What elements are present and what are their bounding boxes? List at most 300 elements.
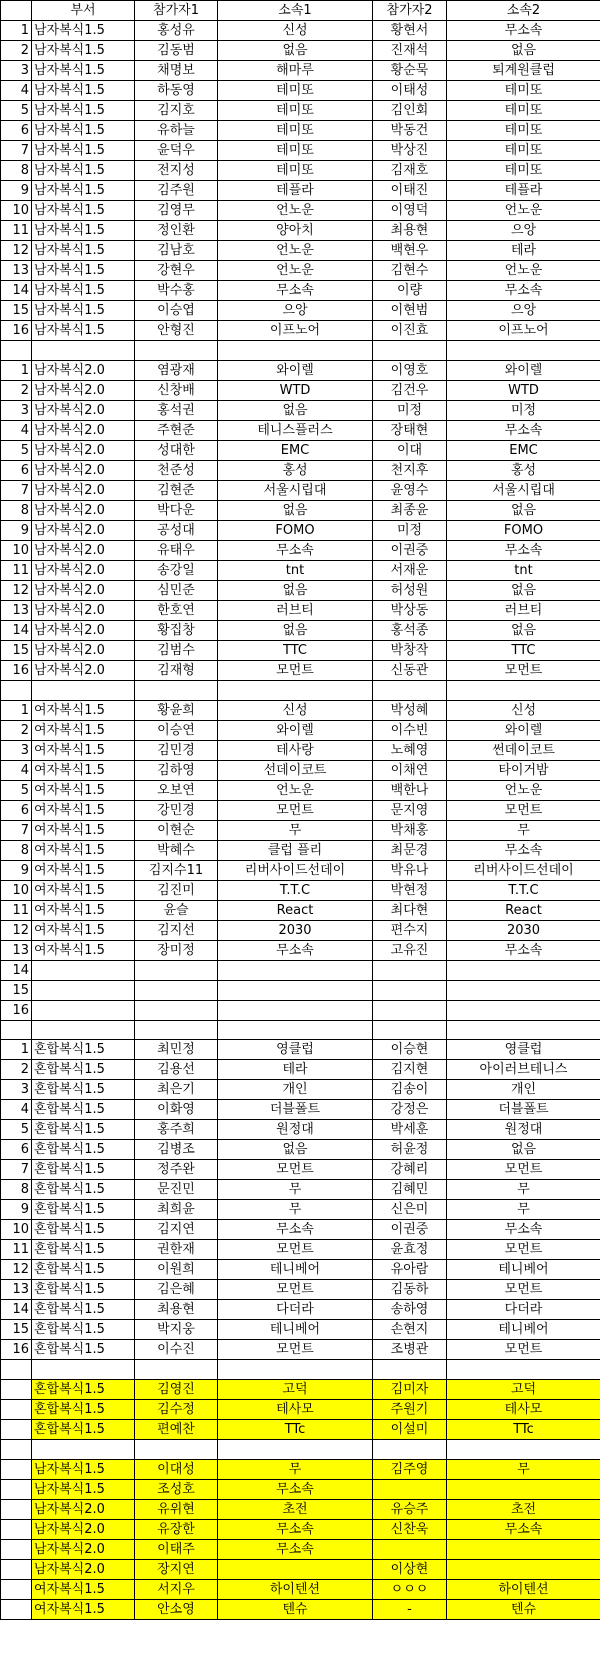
cell-club1[interactable]: 언노운 xyxy=(218,261,373,281)
cell-club2[interactable]: 테라 xyxy=(447,241,600,261)
cell-player1[interactable]: 유위현 xyxy=(135,1500,218,1520)
cell-index[interactable]: 8 xyxy=(1,500,32,520)
cell-player1[interactable]: 천준성 xyxy=(135,460,218,480)
cell-player1[interactable] xyxy=(135,1360,218,1380)
cell-index[interactable]: 4 xyxy=(1,81,32,101)
cell-index[interactable]: 1 xyxy=(1,360,32,380)
cell-player2[interactable]: 강혜리 xyxy=(373,1160,447,1180)
cell-division[interactable]: 남자복식2.0 xyxy=(32,420,135,440)
cell-club2[interactable]: 무소속 xyxy=(447,540,600,560)
cell-club1[interactable]: 모먼트 xyxy=(218,1280,373,1300)
cell-player1[interactable]: 박지웅 xyxy=(135,1320,218,1340)
cell-division[interactable]: 혼합복식1.5 xyxy=(32,1040,135,1060)
cell-player1[interactable]: 최은기 xyxy=(135,1080,218,1100)
cell-club2[interactable]: 테미또 xyxy=(447,81,600,101)
cell-club1[interactable]: 더블폴트 xyxy=(218,1100,373,1120)
cell-index[interactable]: 2 xyxy=(1,41,32,61)
cell-player1[interactable]: 박수홍 xyxy=(135,281,218,301)
cell-player1[interactable]: 이승엽 xyxy=(135,301,218,321)
cell-index[interactable] xyxy=(1,1580,32,1600)
cell-player2[interactable]: 박현정 xyxy=(373,880,447,900)
cell-club1[interactable]: 테사랑 xyxy=(218,740,373,760)
cell-player2[interactable]: 김송이 xyxy=(373,1080,447,1100)
cell-club2[interactable] xyxy=(447,1480,600,1500)
cell-division[interactable]: 남자복식1.5 xyxy=(32,221,135,241)
cell-player2[interactable]: 문지영 xyxy=(373,800,447,820)
cell-club1[interactable]: 언노운 xyxy=(218,780,373,800)
cell-player2[interactable]: 유아람 xyxy=(373,1260,447,1280)
cell-club2[interactable]: 테미또 xyxy=(447,161,600,181)
cell-club2[interactable]: 테미또 xyxy=(447,121,600,141)
cell-club1[interactable]: 선데이코트 xyxy=(218,760,373,780)
cell-player1[interactable]: 황집창 xyxy=(135,620,218,640)
cell-player2[interactable]: 주원기 xyxy=(373,1400,447,1420)
cell-index[interactable]: 15 xyxy=(1,640,32,660)
cell-division[interactable]: 남자복식1.5 xyxy=(32,181,135,201)
cell-club1[interactable]: 2030 xyxy=(218,920,373,940)
cell-player2[interactable]: 김건우 xyxy=(373,380,447,400)
cell-player1[interactable]: 강현우 xyxy=(135,261,218,281)
cell-player1[interactable]: 유태우 xyxy=(135,540,218,560)
cell-club1[interactable]: 테미또 xyxy=(218,101,373,121)
cell-club1[interactable]: 무소속 xyxy=(218,940,373,960)
cell-club1[interactable]: 테미또 xyxy=(218,121,373,141)
cell-club2[interactable]: 무소속 xyxy=(447,21,600,41)
cell-division[interactable]: 남자복식2.0 xyxy=(32,660,135,680)
cell-player1[interactable]: 문진민 xyxy=(135,1180,218,1200)
cell-player2[interactable]: 이수빈 xyxy=(373,720,447,740)
cell-player1[interactable]: 홍석권 xyxy=(135,400,218,420)
cell-index[interactable]: 3 xyxy=(1,740,32,760)
cell-club2[interactable]: React xyxy=(447,900,600,920)
cell-player2[interactable] xyxy=(373,1000,447,1020)
cell-division[interactable]: 여자복식1.5 xyxy=(32,820,135,840)
cell-index[interactable]: 15 xyxy=(1,301,32,321)
cell-club2[interactable]: 무소속 xyxy=(447,1520,600,1540)
cell-player1[interactable]: 김주원 xyxy=(135,181,218,201)
cell-division[interactable]: 여자복식1.5 xyxy=(32,940,135,960)
cell-player1[interactable]: 장지연 xyxy=(135,1560,218,1580)
cell-club2[interactable]: 테미또 xyxy=(447,101,600,121)
cell-club2[interactable]: 모먼트 xyxy=(447,1240,600,1260)
cell-division[interactable]: 남자복식2.0 xyxy=(32,520,135,540)
cell-index[interactable] xyxy=(1,1360,32,1380)
cell-club2[interactable]: FOMO xyxy=(447,520,600,540)
cell-club2[interactable]: 테사모 xyxy=(447,1400,600,1420)
cell-club1[interactable]: 테사모 xyxy=(218,1400,373,1420)
cell-player1[interactable] xyxy=(135,1440,218,1460)
cell-club2[interactable]: 하이텐션 xyxy=(447,1580,600,1600)
cell-club2[interactable]: TTC xyxy=(447,640,600,660)
cell-club2[interactable] xyxy=(447,960,600,980)
cell-club2[interactable] xyxy=(447,1440,600,1460)
cell-division[interactable]: 여자복식1.5 xyxy=(32,700,135,720)
cell-club1[interactable] xyxy=(218,1440,373,1460)
cell-club2[interactable]: 없음 xyxy=(447,1140,600,1160)
cell-player1[interactable]: 공성대 xyxy=(135,520,218,540)
cell-division[interactable]: 여자복식1.5 xyxy=(32,720,135,740)
cell-division[interactable]: 여자복식1.5 xyxy=(32,1580,135,1600)
cell-division[interactable]: 남자복식1.5 xyxy=(32,321,135,341)
cell-club2[interactable]: 무 xyxy=(447,1200,600,1220)
cell-club1[interactable]: 와이렐 xyxy=(218,720,373,740)
cell-index[interactable]: 9 xyxy=(1,1200,32,1220)
cell-club2[interactable]: 없음 xyxy=(447,580,600,600)
cell-player2[interactable]: 손현지 xyxy=(373,1320,447,1340)
cell-index[interactable]: 7 xyxy=(1,141,32,161)
cell-club1[interactable] xyxy=(218,341,373,361)
cell-player1[interactable]: 편예찬 xyxy=(135,1420,218,1440)
cell-player1[interactable] xyxy=(135,341,218,361)
cell-club2[interactable]: 무 xyxy=(447,1180,600,1200)
cell-index[interactable]: 14 xyxy=(1,1300,32,1320)
cell-player1[interactable]: 김동범 xyxy=(135,41,218,61)
cell-player2[interactable]: 김인회 xyxy=(373,101,447,121)
cell-player1[interactable]: 박다운 xyxy=(135,500,218,520)
cell-player1[interactable]: 김남호 xyxy=(135,241,218,261)
cell-index[interactable]: 5 xyxy=(1,1120,32,1140)
cell-club1[interactable]: 무 xyxy=(218,1180,373,1200)
cell-index[interactable]: 13 xyxy=(1,940,32,960)
cell-player2[interactable]: 박상진 xyxy=(373,141,447,161)
cell-club1[interactable]: 없음 xyxy=(218,620,373,640)
cell-player1[interactable]: 김범수 xyxy=(135,640,218,660)
cell-division[interactable]: 남자복식2.0 xyxy=(32,620,135,640)
cell-club2[interactable]: WTD xyxy=(447,380,600,400)
cell-club2[interactable]: 홍성 xyxy=(447,460,600,480)
cell-club1[interactable]: tnt xyxy=(218,560,373,580)
cell-club2[interactable]: 테플라 xyxy=(447,181,600,201)
cell-player1[interactable]: 성대한 xyxy=(135,440,218,460)
cell-player2[interactable] xyxy=(373,341,447,361)
cell-player2[interactable]: 박채홍 xyxy=(373,820,447,840)
cell-player1[interactable]: 장미정 xyxy=(135,940,218,960)
cell-division[interactable]: 여자복식1.5 xyxy=(32,1600,135,1620)
cell-player1[interactable]: 김용선 xyxy=(135,1060,218,1080)
cell-player2[interactable]: 진재석 xyxy=(373,41,447,61)
cell-index[interactable]: 16 xyxy=(1,321,32,341)
cell-club2[interactable]: 리버사이드선데이 xyxy=(447,860,600,880)
cell-division[interactable]: 혼합복식1.5 xyxy=(32,1120,135,1140)
cell-club1[interactable]: 무소속 xyxy=(218,540,373,560)
cell-player1[interactable]: 이승연 xyxy=(135,720,218,740)
cell-division[interactable]: 남자복식1.5 xyxy=(32,161,135,181)
cell-index[interactable]: 11 xyxy=(1,900,32,920)
cell-player2[interactable]: 김재호 xyxy=(373,161,447,181)
cell-index[interactable] xyxy=(1,1380,32,1400)
cell-club1[interactable]: 테플라 xyxy=(218,181,373,201)
cell-club1[interactable]: 모먼트 xyxy=(218,1340,373,1360)
cell-index[interactable]: 3 xyxy=(1,61,32,81)
cell-division[interactable]: 여자복식1.5 xyxy=(32,920,135,940)
cell-club1[interactable]: 모먼트 xyxy=(218,800,373,820)
cell-club2[interactable]: tnt xyxy=(447,560,600,580)
cell-player1[interactable] xyxy=(135,680,218,700)
cell-player1[interactable]: 최희윤 xyxy=(135,1200,218,1220)
cell-player1[interactable]: 서지우 xyxy=(135,1580,218,1600)
cell-player2[interactable]: 천지후 xyxy=(373,460,447,480)
cell-player1[interactable]: 김지선 xyxy=(135,920,218,940)
cell-player2[interactable]: 송하영 xyxy=(373,1300,447,1320)
cell-club2[interactable]: 영클럽 xyxy=(447,1040,600,1060)
cell-division[interactable]: 남자복식2.0 xyxy=(32,560,135,580)
cell-club1[interactable]: 고덕 xyxy=(218,1380,373,1400)
cell-player2[interactable]: 허윤정 xyxy=(373,1140,447,1160)
cell-club2[interactable]: 무 xyxy=(447,1460,600,1480)
cell-division[interactable]: 혼합복식1.5 xyxy=(32,1200,135,1220)
cell-player2[interactable]: 박상동 xyxy=(373,600,447,620)
cell-player1[interactable]: 조성호 xyxy=(135,1480,218,1500)
cell-club2[interactable]: 원정대 xyxy=(447,1120,600,1140)
cell-player2[interactable]: 박성혜 xyxy=(373,700,447,720)
cell-index[interactable]: 9 xyxy=(1,860,32,880)
cell-index[interactable]: 12 xyxy=(1,920,32,940)
cell-club2[interactable]: 테니베어 xyxy=(447,1260,600,1280)
cell-player2[interactable] xyxy=(373,1020,447,1040)
cell-division[interactable]: 남자복식1.5 xyxy=(32,1480,135,1500)
cell-index[interactable]: 14 xyxy=(1,620,32,640)
cell-player1[interactable]: 정인환 xyxy=(135,221,218,241)
cell-club1[interactable]: TTc xyxy=(218,1420,373,1440)
cell-player2[interactable]: 편수지 xyxy=(373,920,447,940)
header-cell-club1[interactable]: 소속1 xyxy=(218,1,373,21)
cell-player2[interactable]: 이상현 xyxy=(373,1560,447,1580)
cell-player1[interactable]: 황윤희 xyxy=(135,700,218,720)
cell-club1[interactable]: 없음 xyxy=(218,500,373,520)
cell-division[interactable]: 남자복식1.5 xyxy=(32,81,135,101)
cell-club1[interactable]: 무 xyxy=(218,1200,373,1220)
cell-player1[interactable]: 안소영 xyxy=(135,1600,218,1620)
cell-club1[interactable]: 다더라 xyxy=(218,1300,373,1320)
cell-club2[interactable] xyxy=(447,1540,600,1560)
cell-club2[interactable]: 무소속 xyxy=(447,1220,600,1240)
cell-player2[interactable]: 미정 xyxy=(373,400,447,420)
cell-player2[interactable]: 이대 xyxy=(373,440,447,460)
cell-player2[interactable]: 서재운 xyxy=(373,560,447,580)
cell-player1[interactable]: 심민준 xyxy=(135,580,218,600)
cell-player2[interactable]: 이진효 xyxy=(373,321,447,341)
cell-club1[interactable]: 홍성 xyxy=(218,460,373,480)
header-cell-club2[interactable]: 소속2 xyxy=(447,1,600,21)
cell-division[interactable]: 여자복식1.5 xyxy=(32,760,135,780)
cell-club1[interactable]: FOMO xyxy=(218,520,373,540)
cell-player1[interactable]: 김지호 xyxy=(135,101,218,121)
cell-player1[interactable]: 주현준 xyxy=(135,420,218,440)
cell-club2[interactable]: 2030 xyxy=(447,920,600,940)
cell-division[interactable] xyxy=(32,1000,135,1020)
cell-player1[interactable]: 최민정 xyxy=(135,1040,218,1060)
cell-club1[interactable]: 영클럽 xyxy=(218,1040,373,1060)
cell-player2[interactable]: 이채연 xyxy=(373,760,447,780)
cell-player2[interactable]: 이승현 xyxy=(373,1040,447,1060)
header-cell-player2[interactable]: 참가자2 xyxy=(373,1,447,21)
cell-club1[interactable]: 개인 xyxy=(218,1080,373,1100)
cell-division[interactable]: 남자복식2.0 xyxy=(32,360,135,380)
cell-player1[interactable]: 신창배 xyxy=(135,380,218,400)
cell-division[interactable]: 남자복식1.5 xyxy=(32,261,135,281)
cell-division[interactable]: 남자복식1.5 xyxy=(32,41,135,61)
cell-index[interactable]: 15 xyxy=(1,980,32,1000)
cell-player1[interactable]: 윤슬 xyxy=(135,900,218,920)
cell-division[interactable]: 남자복식1.5 xyxy=(32,281,135,301)
cell-club1[interactable]: React xyxy=(218,900,373,920)
cell-player1[interactable]: 김현준 xyxy=(135,480,218,500)
cell-index[interactable]: 3 xyxy=(1,400,32,420)
cell-club2[interactable] xyxy=(447,341,600,361)
cell-club2[interactable]: 언노운 xyxy=(447,261,600,281)
cell-division[interactable]: 혼합복식1.5 xyxy=(32,1300,135,1320)
cell-player1[interactable] xyxy=(135,1020,218,1040)
cell-player2[interactable]: 이태진 xyxy=(373,181,447,201)
cell-player2[interactable]: 박동건 xyxy=(373,121,447,141)
cell-player2[interactable]: ㅇㅇㅇ xyxy=(373,1580,447,1600)
cell-player1[interactable]: 정주완 xyxy=(135,1160,218,1180)
cell-club1[interactable]: 없음 xyxy=(218,1140,373,1160)
cell-player2[interactable]: 허성원 xyxy=(373,580,447,600)
cell-club1[interactable]: 무소속 xyxy=(218,1540,373,1560)
cell-club1[interactable]: 하이텐션 xyxy=(218,1580,373,1600)
cell-division[interactable]: 남자복식1.5 xyxy=(32,61,135,81)
cell-club2[interactable]: 이프노어 xyxy=(447,321,600,341)
cell-player2[interactable]: 박창작 xyxy=(373,640,447,660)
cell-club1[interactable]: 서울시립대 xyxy=(218,480,373,500)
cell-player2[interactable]: 이권중 xyxy=(373,540,447,560)
cell-club1[interactable]: 언노운 xyxy=(218,241,373,261)
cell-club1[interactable]: 양아치 xyxy=(218,221,373,241)
cell-club1[interactable]: 테니스플러스 xyxy=(218,420,373,440)
cell-index[interactable] xyxy=(1,1560,32,1580)
cell-index[interactable] xyxy=(1,341,32,361)
cell-index[interactable] xyxy=(1,1480,32,1500)
cell-player2[interactable]: 고유진 xyxy=(373,940,447,960)
cell-player1[interactable]: 김지연 xyxy=(135,1220,218,1240)
cell-club1[interactable] xyxy=(218,1020,373,1040)
cell-index[interactable]: 2 xyxy=(1,1060,32,1080)
cell-division[interactable]: 여자복식1.5 xyxy=(32,860,135,880)
cell-club1[interactable]: 초전 xyxy=(218,1500,373,1520)
cell-player2[interactable]: 이권중 xyxy=(373,1220,447,1240)
cell-player2[interactable] xyxy=(373,980,447,1000)
cell-index[interactable]: 7 xyxy=(1,1160,32,1180)
cell-player2[interactable]: 박유나 xyxy=(373,860,447,880)
cell-club1[interactable] xyxy=(218,1360,373,1380)
cell-club1[interactable]: TTC xyxy=(218,640,373,660)
cell-club2[interactable] xyxy=(447,980,600,1000)
cell-player1[interactable]: 송강일 xyxy=(135,560,218,580)
cell-index[interactable]: 8 xyxy=(1,161,32,181)
cell-club1[interactable] xyxy=(218,960,373,980)
cell-index[interactable] xyxy=(1,1460,32,1480)
cell-division[interactable]: 남자복식2.0 xyxy=(32,380,135,400)
cell-player2[interactable]: 최종윤 xyxy=(373,500,447,520)
cell-division[interactable]: 남자복식1.5 xyxy=(32,21,135,41)
cell-player2[interactable]: 황현서 xyxy=(373,21,447,41)
cell-division[interactable]: 혼합복식1.5 xyxy=(32,1160,135,1180)
cell-club2[interactable]: 테니베어 xyxy=(447,1320,600,1340)
cell-index[interactable]: 4 xyxy=(1,760,32,780)
cell-index[interactable]: 5 xyxy=(1,101,32,121)
cell-club2[interactable]: TTc xyxy=(447,1420,600,1440)
cell-division[interactable]: 남자복식2.0 xyxy=(32,1500,135,1520)
cell-club2[interactable]: 모먼트 xyxy=(447,1160,600,1180)
cell-club2[interactable]: 없음 xyxy=(447,500,600,520)
cell-player1[interactable]: 이현순 xyxy=(135,820,218,840)
cell-club2[interactable]: 고덕 xyxy=(447,1380,600,1400)
cell-player1[interactable]: 염광재 xyxy=(135,360,218,380)
cell-division[interactable]: 혼합복식1.5 xyxy=(32,1280,135,1300)
cell-division[interactable] xyxy=(32,341,135,361)
header-cell-player1[interactable]: 참가자1 xyxy=(135,1,218,21)
cell-club2[interactable] xyxy=(447,1360,600,1380)
cell-club2[interactable]: 없음 xyxy=(447,620,600,640)
cell-club1[interactable]: 테미또 xyxy=(218,161,373,181)
cell-index[interactable]: 6 xyxy=(1,800,32,820)
cell-club2[interactable] xyxy=(447,680,600,700)
cell-club1[interactable]: 없음 xyxy=(218,400,373,420)
cell-club1[interactable]: WTD xyxy=(218,380,373,400)
cell-player2[interactable]: 이영덕 xyxy=(373,201,447,221)
cell-club2[interactable]: 타이거밤 xyxy=(447,760,600,780)
cell-player2[interactable]: 신찬욱 xyxy=(373,1520,447,1540)
cell-division[interactable]: 남자복식2.0 xyxy=(32,1540,135,1560)
cell-club2[interactable]: 서울시립대 xyxy=(447,480,600,500)
cell-club2[interactable]: 언노운 xyxy=(447,201,600,221)
cell-division[interactable]: 남자복식1.5 xyxy=(32,141,135,161)
cell-player2[interactable]: 박세훈 xyxy=(373,1120,447,1140)
cell-division[interactable] xyxy=(32,1360,135,1380)
cell-index[interactable]: 6 xyxy=(1,1140,32,1160)
cell-club1[interactable]: 와이렐 xyxy=(218,360,373,380)
cell-player1[interactable]: 홍주희 xyxy=(135,1120,218,1140)
cell-club2[interactable]: 무소속 xyxy=(447,940,600,960)
cell-division[interactable]: 여자복식1.5 xyxy=(32,740,135,760)
cell-index[interactable] xyxy=(1,1600,32,1620)
cell-index[interactable]: 10 xyxy=(1,880,32,900)
cell-index[interactable]: 9 xyxy=(1,181,32,201)
cell-index[interactable]: 10 xyxy=(1,540,32,560)
cell-index[interactable]: 10 xyxy=(1,201,32,221)
cell-club2[interactable]: 없음 xyxy=(447,41,600,61)
cell-club1[interactable]: 테미또 xyxy=(218,141,373,161)
cell-club2[interactable]: 더블폴트 xyxy=(447,1100,600,1120)
cell-club2[interactable]: 개인 xyxy=(447,1080,600,1100)
cell-index[interactable]: 4 xyxy=(1,420,32,440)
cell-club2[interactable]: 모먼트 xyxy=(447,660,600,680)
header-cell-division[interactable]: 부서 xyxy=(32,1,135,21)
cell-index[interactable]: 16 xyxy=(1,660,32,680)
cell-club2[interactable] xyxy=(447,1560,600,1580)
cell-club1[interactable]: 무소속 xyxy=(218,1220,373,1240)
cell-division[interactable]: 여자복식1.5 xyxy=(32,880,135,900)
cell-club2[interactable]: 신성 xyxy=(447,700,600,720)
cell-player2[interactable]: 최용현 xyxy=(373,221,447,241)
cell-club1[interactable]: 언노운 xyxy=(218,201,373,221)
cell-club2[interactable]: 무소속 xyxy=(447,840,600,860)
cell-club2[interactable]: 텐슈 xyxy=(447,1600,600,1620)
cell-club1[interactable] xyxy=(218,1000,373,1020)
cell-player2[interactable]: 윤영수 xyxy=(373,480,447,500)
cell-player1[interactable] xyxy=(135,980,218,1000)
cell-club2[interactable]: 무소속 xyxy=(447,420,600,440)
cell-player1[interactable]: 김재형 xyxy=(135,660,218,680)
cell-club2[interactable]: 모먼트 xyxy=(447,800,600,820)
cell-club2[interactable] xyxy=(447,1000,600,1020)
cell-division[interactable]: 남자복식2.0 xyxy=(32,1520,135,1540)
cell-player2[interactable] xyxy=(373,1360,447,1380)
cell-index[interactable]: 1 xyxy=(1,21,32,41)
cell-division[interactable] xyxy=(32,680,135,700)
cell-club2[interactable]: 무 xyxy=(447,820,600,840)
